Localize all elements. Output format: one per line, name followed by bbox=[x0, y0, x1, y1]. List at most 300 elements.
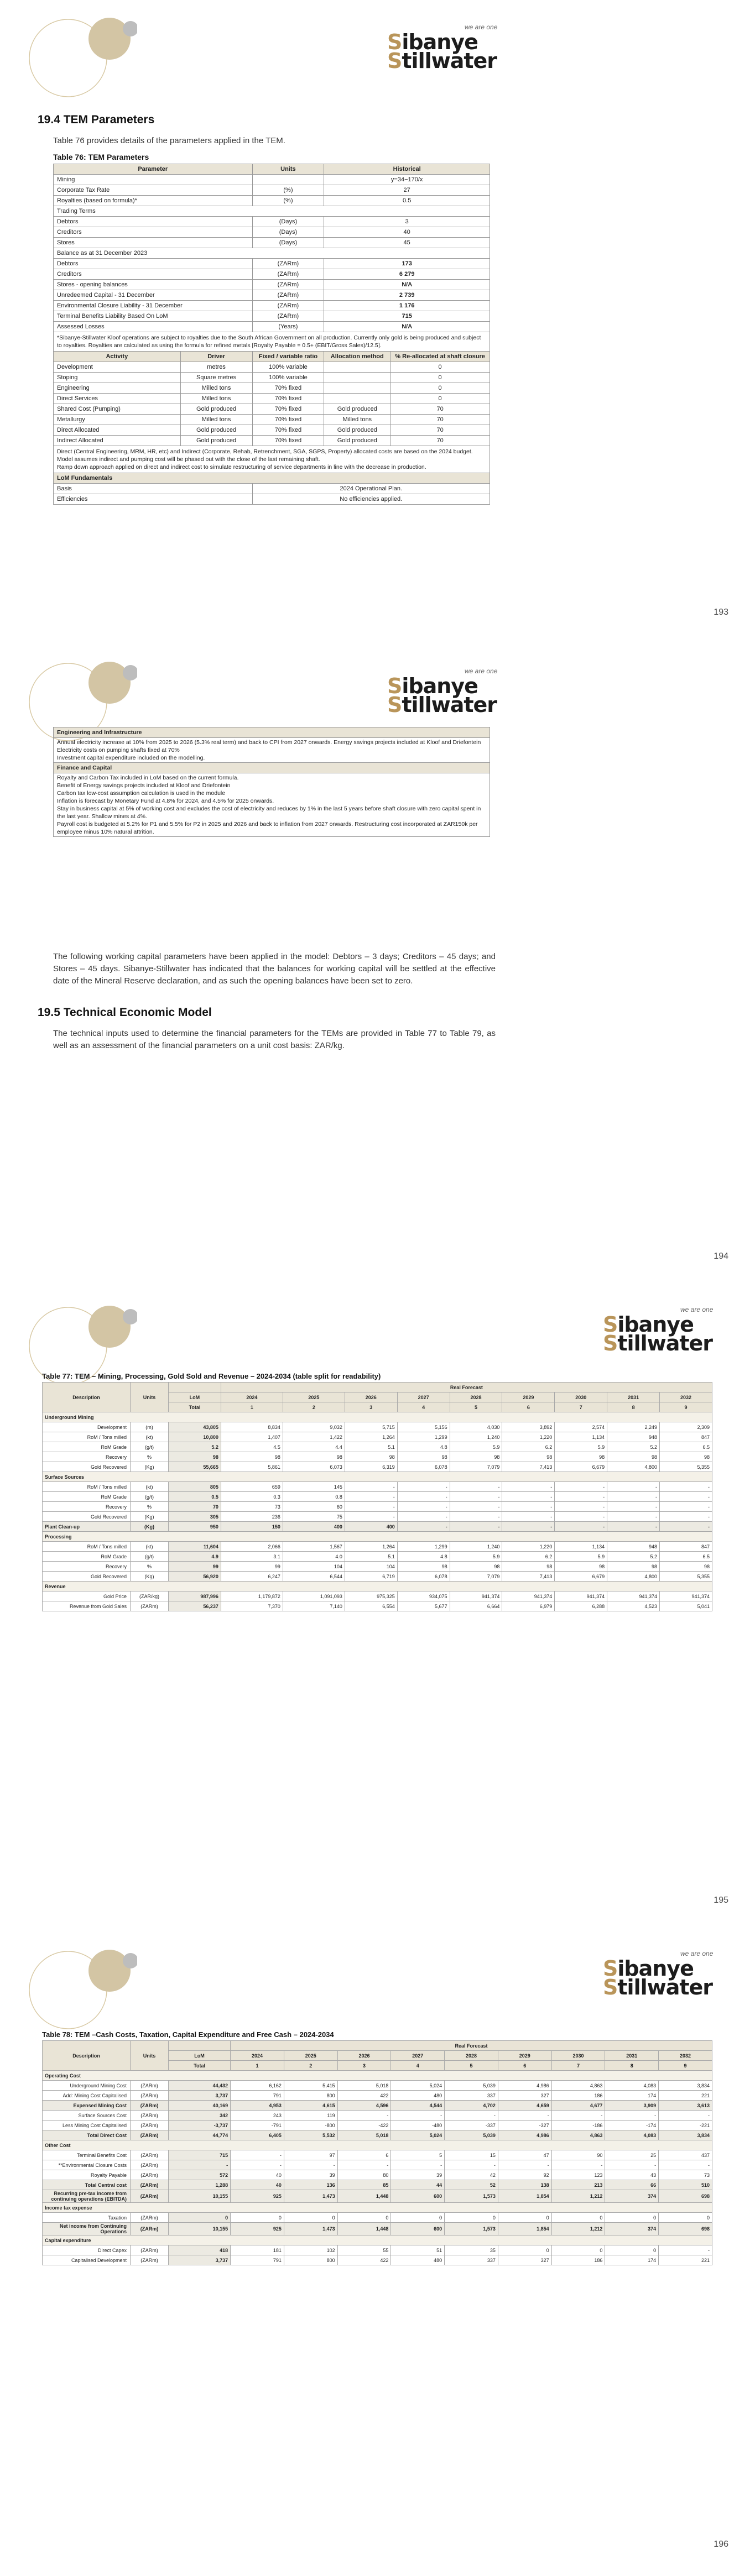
table-row bbox=[54, 185, 490, 196]
year-value-cell: 847 bbox=[660, 1432, 712, 1442]
year-value-cell: 6,288 bbox=[555, 1601, 607, 1611]
table-row bbox=[54, 175, 490, 185]
year-value-cell: 7,370 bbox=[221, 1601, 283, 1611]
lom-total-cell: 1,288 bbox=[169, 2180, 231, 2190]
year-value-cell: 3.1 bbox=[221, 1552, 283, 1562]
row-units: (g/t) bbox=[131, 1492, 169, 1502]
row-description: Gold Recovered bbox=[43, 1512, 131, 1522]
year-value-cell: 0 bbox=[605, 2245, 659, 2255]
section-item: Investment capital expenditure included on the modelling. bbox=[57, 755, 205, 761]
year-value-cell: 98 bbox=[607, 1562, 660, 1572]
allocation-row bbox=[54, 415, 490, 425]
cash-costs-capex-table bbox=[42, 2040, 712, 2265]
data-row bbox=[43, 1502, 712, 1512]
period-index-header: 5 bbox=[445, 2061, 498, 2071]
lom-total-cell: 342 bbox=[169, 2111, 231, 2121]
year-value-cell: 5 bbox=[391, 2150, 445, 2160]
row-description: RoM Grade bbox=[43, 1552, 131, 1562]
year-value-cell: 4,083 bbox=[605, 2081, 659, 2091]
year-value-cell: 98 bbox=[555, 1562, 607, 1572]
period-index-header: 1 bbox=[221, 1402, 283, 1412]
year-value-cell: 181 bbox=[231, 2245, 284, 2255]
decorative-circles-graphic bbox=[27, 17, 137, 100]
column-header: Fixed / variable ratio bbox=[252, 352, 324, 362]
total-header: Total bbox=[169, 2061, 231, 2071]
year-value-cell: 4,863 bbox=[551, 2081, 605, 2091]
parameter-cell: Environmental Closure Liability - 31 December bbox=[54, 301, 253, 311]
year-value-cell: 150 bbox=[221, 1522, 283, 1532]
period-index-header: 7 bbox=[551, 2061, 605, 2071]
section-row bbox=[43, 2140, 712, 2150]
value-cell: 3 bbox=[324, 217, 490, 227]
allocation-cell bbox=[324, 394, 390, 404]
year-value-cell: 2,574 bbox=[555, 1422, 607, 1432]
year-value-cell: - bbox=[502, 1512, 555, 1522]
year-value-cell: 186 bbox=[551, 2091, 605, 2101]
allocation-cell: Direct Allocated bbox=[54, 425, 181, 436]
row-description: Underground Mining Cost bbox=[43, 2081, 131, 2091]
allocation-cell: 70% fixed bbox=[252, 425, 324, 436]
year-value-cell: 4,083 bbox=[605, 2130, 659, 2140]
year-value-cell: - bbox=[445, 2111, 498, 2121]
allocation-cell: Gold produced bbox=[324, 404, 390, 415]
year-value-cell: 6,679 bbox=[555, 1462, 607, 1472]
section-label: Underground Mining bbox=[43, 1412, 712, 1422]
section-row bbox=[43, 2235, 712, 2245]
year-header: 2026 bbox=[345, 1392, 397, 1402]
year-value-cell: 40 bbox=[231, 2170, 284, 2180]
data-row bbox=[43, 1422, 712, 1432]
data-row bbox=[43, 1552, 712, 1562]
year-value-cell: 5.9 bbox=[450, 1442, 502, 1452]
row-description: Recurring pre-tax income from continuing operations (EBITDA) bbox=[43, 2190, 131, 2203]
year-value-cell: 4,702 bbox=[445, 2101, 498, 2111]
year-value-cell: - bbox=[397, 1512, 450, 1522]
row-description: Net income from Continuing Operations bbox=[43, 2223, 131, 2235]
column-header: Activity bbox=[54, 352, 181, 362]
row-description: Gold Price bbox=[43, 1591, 131, 1601]
year-value-cell: 600 bbox=[391, 2190, 445, 2203]
allocation-cell bbox=[324, 383, 390, 394]
year-header: 2028 bbox=[450, 1392, 502, 1402]
year-value-cell: - bbox=[397, 1482, 450, 1492]
year-value-cell: 925 bbox=[231, 2223, 284, 2235]
year-value-cell: -174 bbox=[605, 2121, 659, 2130]
period-index-header: 3 bbox=[337, 2061, 391, 2071]
allocation-cell: 0 bbox=[390, 373, 490, 383]
year-value-cell: 186 bbox=[551, 2255, 605, 2265]
year-value-cell: 5.1 bbox=[345, 1442, 397, 1452]
year-value-cell: 4,986 bbox=[498, 2081, 551, 2091]
column-header: Historical bbox=[324, 164, 490, 175]
lom-total-cell: 715 bbox=[169, 2150, 231, 2160]
logo-tagline: we are one bbox=[465, 667, 498, 675]
row-units: (ZARm) bbox=[131, 2223, 169, 2235]
year-value-cell: 1,240 bbox=[450, 1542, 502, 1552]
allocation-cell: 70 bbox=[390, 415, 490, 425]
data-row bbox=[43, 1601, 712, 1611]
year-value-cell: - bbox=[551, 2111, 605, 2121]
lom-label: LoM Fundamentals bbox=[54, 473, 490, 484]
year-value-cell: - bbox=[337, 2111, 391, 2121]
year-value-cell: 4,800 bbox=[607, 1462, 660, 1472]
year-value-cell: 25 bbox=[605, 2150, 659, 2160]
group-label: Balance as at 31 December 2023 bbox=[54, 248, 490, 259]
year-value-cell: 4.4 bbox=[283, 1442, 345, 1452]
section-item: Stay in business capital at 5% of working cost and excludes the cost of electricity and reduces by 1% in the last 5 years before shaft closure with zero capital spent in the last year. Shallow mines at 4%. bbox=[57, 805, 481, 820]
year-value-cell: 75 bbox=[283, 1512, 345, 1522]
value-cell: 40 bbox=[324, 227, 490, 238]
year-value-cell: 98 bbox=[607, 1452, 660, 1462]
year-value-cell: 0.3 bbox=[221, 1492, 283, 1502]
sibanye-stillwater-logo bbox=[382, 666, 509, 716]
year-header: 2031 bbox=[607, 1392, 660, 1402]
lom-total-cell: 40,169 bbox=[169, 2101, 231, 2111]
year-value-cell: 104 bbox=[345, 1562, 397, 1572]
lom-value-cell: No efficiencies applied. bbox=[252, 494, 490, 505]
year-value-cell: - bbox=[605, 2111, 659, 2121]
allocation-cell: Milled tons bbox=[180, 383, 252, 394]
year-header: 2025 bbox=[284, 2051, 337, 2061]
units-cell: (ZARm) bbox=[252, 280, 324, 290]
row-units: (ZARm) bbox=[131, 2213, 169, 2223]
year-value-cell: 39 bbox=[391, 2170, 445, 2180]
year-value-cell: 422 bbox=[337, 2091, 391, 2101]
year-value-cell: 925 bbox=[231, 2190, 284, 2203]
year-header: 2024 bbox=[231, 2051, 284, 2061]
year-value-cell: 3,834 bbox=[659, 2081, 712, 2091]
page-194 bbox=[0, 644, 755, 1288]
row-description: RoM Grade bbox=[43, 1442, 131, 1452]
lom-total-cell: 98 bbox=[169, 1452, 221, 1462]
year-value-cell: 15 bbox=[445, 2150, 498, 2160]
year-value-cell: 6.2 bbox=[502, 1442, 555, 1452]
year-value-cell: - bbox=[607, 1482, 660, 1492]
parameter-cell: Unredeemed Capital - 31 December bbox=[54, 290, 253, 301]
total-header: Total bbox=[169, 1402, 221, 1412]
lom-total-cell: 5.2 bbox=[169, 1442, 221, 1452]
table-row bbox=[54, 259, 490, 269]
year-value-cell: - bbox=[345, 1502, 397, 1512]
section-row bbox=[43, 1472, 712, 1482]
lom-total-cell: 805 bbox=[169, 1482, 221, 1492]
row-units: (ZARm) bbox=[131, 2091, 169, 2101]
allocation-cell: 70 bbox=[390, 404, 490, 415]
allocation-cell bbox=[324, 362, 390, 373]
allocation-note: Direct (Central Engineering, MRM, HR, etc) and Indirect (Corporate, Rehab, Retrenchment, SGA, SGPS, Property) allocated costs are based on the 2024 budget. bbox=[57, 448, 473, 455]
year-value-cell: - bbox=[231, 2160, 284, 2170]
page-number: 193 bbox=[714, 608, 728, 617]
year-value-cell: 941,374 bbox=[555, 1591, 607, 1601]
allocation-cell: Indirect Allocated bbox=[54, 436, 181, 446]
year-value-cell: - bbox=[337, 2160, 391, 2170]
allocation-cell: Milled tons bbox=[180, 394, 252, 404]
year-value-cell: 5,861 bbox=[221, 1462, 283, 1472]
row-description: Total Direct Cost bbox=[43, 2130, 131, 2140]
year-value-cell: 5,355 bbox=[660, 1462, 712, 1472]
year-value-cell: 98 bbox=[450, 1452, 502, 1462]
allocation-cell: 70% fixed bbox=[252, 383, 324, 394]
year-value-cell: 5,018 bbox=[337, 2130, 391, 2140]
data-row bbox=[43, 2091, 712, 2101]
table-row bbox=[54, 290, 490, 301]
year-value-cell: 0 bbox=[551, 2245, 605, 2255]
year-value-cell: - bbox=[659, 2245, 712, 2255]
section-content bbox=[54, 773, 490, 837]
year-value-cell: 98 bbox=[555, 1452, 607, 1462]
year-value-cell: -337 bbox=[445, 2121, 498, 2130]
section-label: Other Cost bbox=[43, 2140, 712, 2150]
year-value-cell: 6,247 bbox=[221, 1572, 283, 1582]
units-cell: (ZARm) bbox=[252, 290, 324, 301]
year-value-cell: 6,073 bbox=[283, 1462, 345, 1472]
year-value-cell: 98 bbox=[660, 1562, 712, 1572]
allocation-row bbox=[54, 394, 490, 404]
blank-header bbox=[169, 2041, 231, 2051]
allocation-row bbox=[54, 373, 490, 383]
year-value-cell: 3,909 bbox=[605, 2101, 659, 2111]
mining-processing-revenue-table bbox=[42, 1382, 712, 1611]
year-value-cell: 4,863 bbox=[551, 2130, 605, 2140]
period-index-header: 1 bbox=[231, 2061, 284, 2071]
year-value-cell: 0 bbox=[391, 2213, 445, 2223]
allocation-cell: Shared Cost (Pumping) bbox=[54, 404, 181, 415]
lom-total-cell: 56,920 bbox=[169, 1572, 221, 1582]
year-value-cell: - bbox=[659, 2160, 712, 2170]
lom-total-cell: 418 bbox=[169, 2245, 231, 2255]
units-cell: (ZARm) bbox=[252, 259, 324, 269]
logo-line-1: Sibanye bbox=[387, 674, 478, 698]
lom-total-cell: 55,665 bbox=[169, 1462, 221, 1472]
year-value-cell: 1,240 bbox=[450, 1432, 502, 1442]
year-value-cell: - bbox=[607, 1502, 660, 1512]
year-value-cell: 0.8 bbox=[283, 1492, 345, 1502]
description-header: Description bbox=[43, 2041, 131, 2071]
real-forecast-header: Real Forecast bbox=[231, 2041, 712, 2051]
year-value-cell: 698 bbox=[659, 2190, 712, 2203]
year-value-cell: 7,079 bbox=[450, 1462, 502, 1472]
year-value-cell: 975,325 bbox=[345, 1591, 397, 1601]
logo-tagline: we are one bbox=[680, 1306, 714, 1313]
row-units: (kt) bbox=[131, 1542, 169, 1552]
year-header: 2025 bbox=[283, 1392, 345, 1402]
year-value-cell: 337 bbox=[445, 2091, 498, 2101]
year-value-cell: - bbox=[345, 1512, 397, 1522]
parameter-cell: Stores bbox=[54, 238, 253, 248]
year-value-cell: 6,162 bbox=[231, 2081, 284, 2091]
data-row bbox=[43, 1522, 712, 1532]
year-value-cell: 6,554 bbox=[345, 1601, 397, 1611]
data-row bbox=[43, 2223, 712, 2235]
data-row bbox=[43, 2101, 712, 2111]
year-value-cell: 6.2 bbox=[502, 1552, 555, 1562]
technical-intro-paragraph: The technical inputs used to determine the financial parameters for the TEMs are provided in Table 77 to Table 79, as well as an assessment of the financial parameters on a unit cost basis: ZAR/kg. bbox=[53, 1029, 496, 1050]
units-cell: (ZARm) bbox=[252, 301, 324, 311]
year-value-cell: 119 bbox=[284, 2111, 337, 2121]
logo-line-2: Stillwater bbox=[603, 1975, 713, 1999]
year-value-cell: 941,374 bbox=[607, 1591, 660, 1601]
year-value-cell: 174 bbox=[605, 2091, 659, 2101]
section-label-row bbox=[54, 727, 490, 738]
row-units: (ZARm) bbox=[131, 2190, 169, 2203]
year-value-cell: - bbox=[397, 1492, 450, 1502]
sibanye-stillwater-logo bbox=[597, 1305, 725, 1354]
allocation-note: Ramp down approach applied on direct and indirect cost to simulate restructuring of service departments in line with the decrease in production. bbox=[57, 464, 426, 470]
data-row bbox=[43, 2180, 712, 2190]
year-value-cell: 6,078 bbox=[397, 1462, 450, 1472]
column-header: Units bbox=[252, 164, 324, 175]
year-value-cell: 374 bbox=[605, 2190, 659, 2203]
lom-value-cell: 2024 Operational Plan. bbox=[252, 484, 490, 494]
value-cell: 0.5 bbox=[324, 196, 490, 206]
group-label: Trading Terms bbox=[54, 206, 490, 217]
period-index-header: 6 bbox=[498, 2061, 551, 2071]
allocation-row bbox=[54, 404, 490, 415]
working-capital-paragraph: The following working capital parameters have been applied in the model: Debtors – 3 days; Creditors – 45 days; and Stores – 45 days. Sibanye-Stillwater has indicated that the balances for working capital will be settled at the effective date of the Mineral Reserve declaration, and as such the opening balances have been set to zero. bbox=[53, 952, 496, 986]
year-value-cell: - bbox=[660, 1522, 712, 1532]
year-value-cell: 4,953 bbox=[231, 2101, 284, 2111]
units-cell: (Days) bbox=[252, 227, 324, 238]
year-value-cell: -480 bbox=[391, 2121, 445, 2130]
year-value-cell: 5.9 bbox=[555, 1552, 607, 1562]
table-row bbox=[54, 269, 490, 280]
column-header: Parameter bbox=[54, 164, 253, 175]
year-value-cell: 791 bbox=[231, 2091, 284, 2101]
group-label-row bbox=[54, 206, 490, 217]
data-row bbox=[43, 2213, 712, 2223]
lom-total-cell: - bbox=[169, 2160, 231, 2170]
section-label: Revenue bbox=[43, 1582, 712, 1591]
year-value-cell: - bbox=[551, 2160, 605, 2170]
row-description: Less Mining Cost Capitalised bbox=[43, 2121, 131, 2130]
year-value-cell: 4,523 bbox=[607, 1601, 660, 1611]
data-row bbox=[43, 1452, 712, 1462]
data-row bbox=[43, 2121, 712, 2130]
row-description: Gold Recovered bbox=[43, 1462, 131, 1472]
year-value-cell: 1,422 bbox=[283, 1432, 345, 1442]
year-value-cell: 102 bbox=[284, 2245, 337, 2255]
row-units: (Kg) bbox=[131, 1462, 169, 1472]
year-value-cell: 1,264 bbox=[345, 1432, 397, 1442]
year-value-cell: 104 bbox=[283, 1562, 345, 1572]
sibanye-stillwater-logo bbox=[597, 1949, 725, 1998]
data-row bbox=[43, 1512, 712, 1522]
period-index-header: 9 bbox=[660, 1402, 712, 1412]
units-cell bbox=[252, 175, 324, 185]
year-value-cell: - bbox=[660, 1492, 712, 1502]
year-value-cell: 4,659 bbox=[498, 2101, 551, 2111]
section-heading: 19.4 TEM Parameters bbox=[38, 113, 155, 126]
lom-total-cell: 44,774 bbox=[169, 2130, 231, 2140]
allocation-note: Model assumes indirect and pumping cost will be phased out with the close of the last remaining shaft. bbox=[57, 456, 320, 463]
year-value-cell: 5,024 bbox=[391, 2081, 445, 2091]
year-value-cell: 7,140 bbox=[283, 1601, 345, 1611]
year-value-cell: 4,800 bbox=[607, 1572, 660, 1582]
year-value-cell: 437 bbox=[659, 2150, 712, 2160]
value-cell: N/A bbox=[324, 322, 490, 332]
logo-line-2: Stillwater bbox=[387, 693, 497, 717]
year-value-cell: 98 bbox=[660, 1452, 712, 1462]
data-row bbox=[43, 1542, 712, 1552]
year-value-cell: 0 bbox=[605, 2213, 659, 2223]
section-item: Carbon tax low-cost assumption calculation is used in the module bbox=[57, 790, 226, 797]
lom-total-cell: -3,737 bbox=[169, 2121, 231, 2130]
year-value-cell: 4,596 bbox=[337, 2101, 391, 2111]
page-193 bbox=[0, 0, 755, 644]
allocation-cell: Engineering bbox=[54, 383, 181, 394]
table-caption: Table 76: TEM Parameters bbox=[53, 153, 149, 161]
description-header: Description bbox=[43, 1383, 131, 1412]
row-units: % bbox=[131, 1562, 169, 1572]
allocation-cell: 100% variable bbox=[252, 373, 324, 383]
year-value-cell: - bbox=[555, 1482, 607, 1492]
year-value-cell: 1,220 bbox=[502, 1432, 555, 1442]
year-value-cell: 327 bbox=[498, 2255, 551, 2265]
row-description: Surface Sources Cost bbox=[43, 2111, 131, 2121]
year-value-cell: 4,615 bbox=[284, 2101, 337, 2111]
year-value-cell: 0 bbox=[337, 2213, 391, 2223]
year-value-cell: -422 bbox=[337, 2121, 391, 2130]
data-row bbox=[43, 1432, 712, 1442]
row-units: (ZARm) bbox=[131, 1601, 169, 1611]
allocation-cell: Gold produced bbox=[180, 404, 252, 415]
year-value-cell: 422 bbox=[337, 2255, 391, 2265]
year-value-cell: 7,413 bbox=[502, 1572, 555, 1582]
year-value-cell: - bbox=[498, 2160, 551, 2170]
year-value-cell: 99 bbox=[221, 1562, 283, 1572]
section-label: Capital expenditure bbox=[43, 2235, 712, 2245]
year-value-cell: - bbox=[659, 2111, 712, 2121]
decorative-circles-graphic bbox=[27, 1949, 137, 2032]
data-row bbox=[43, 1572, 712, 1582]
year-value-cell: 98 bbox=[450, 1562, 502, 1572]
year-value-cell: 3,613 bbox=[659, 2101, 712, 2111]
year-value-cell: -327 bbox=[498, 2121, 551, 2130]
year-value-cell: 6,679 bbox=[555, 1572, 607, 1582]
lom-total-cell: 56,237 bbox=[169, 1601, 221, 1611]
year-value-cell: 1,448 bbox=[337, 2223, 391, 2235]
year-header: 2024 bbox=[221, 1392, 283, 1402]
value-cell: 173 bbox=[324, 259, 490, 269]
year-value-cell: - bbox=[284, 2160, 337, 2170]
year-value-cell: - bbox=[660, 1482, 712, 1492]
logo-line-1: Sibanye bbox=[603, 1956, 694, 1981]
section-item: Electricity costs on pumping shafts fixed at 70% bbox=[57, 747, 180, 753]
row-description: RoM / Tons milled bbox=[43, 1482, 131, 1492]
data-row bbox=[43, 2190, 712, 2203]
year-value-cell: 243 bbox=[231, 2111, 284, 2121]
value-cell: 1 176 bbox=[324, 301, 490, 311]
year-value-cell: - bbox=[555, 1512, 607, 1522]
year-value-cell: 3,834 bbox=[659, 2130, 712, 2140]
units-cell: (ZARm) bbox=[252, 311, 324, 322]
units-cell: (ZARm) bbox=[252, 269, 324, 280]
data-row bbox=[43, 1492, 712, 1502]
year-value-cell: 337 bbox=[445, 2255, 498, 2265]
year-value-cell: 5,156 bbox=[397, 1422, 450, 1432]
year-value-cell: 2,249 bbox=[607, 1422, 660, 1432]
value-cell: 27 bbox=[324, 185, 490, 196]
allocation-row bbox=[54, 425, 490, 436]
lom-total-cell: 44,432 bbox=[169, 2081, 231, 2091]
period-index-header: 4 bbox=[397, 1402, 450, 1412]
parameter-cell: Debtors bbox=[54, 259, 253, 269]
row-description: Revenue from Gold Sales bbox=[43, 1601, 131, 1611]
data-row bbox=[43, 2150, 712, 2160]
year-value-cell: 5.9 bbox=[555, 1442, 607, 1452]
row-units: % bbox=[131, 1452, 169, 1462]
row-units: (ZARm) bbox=[131, 2130, 169, 2140]
